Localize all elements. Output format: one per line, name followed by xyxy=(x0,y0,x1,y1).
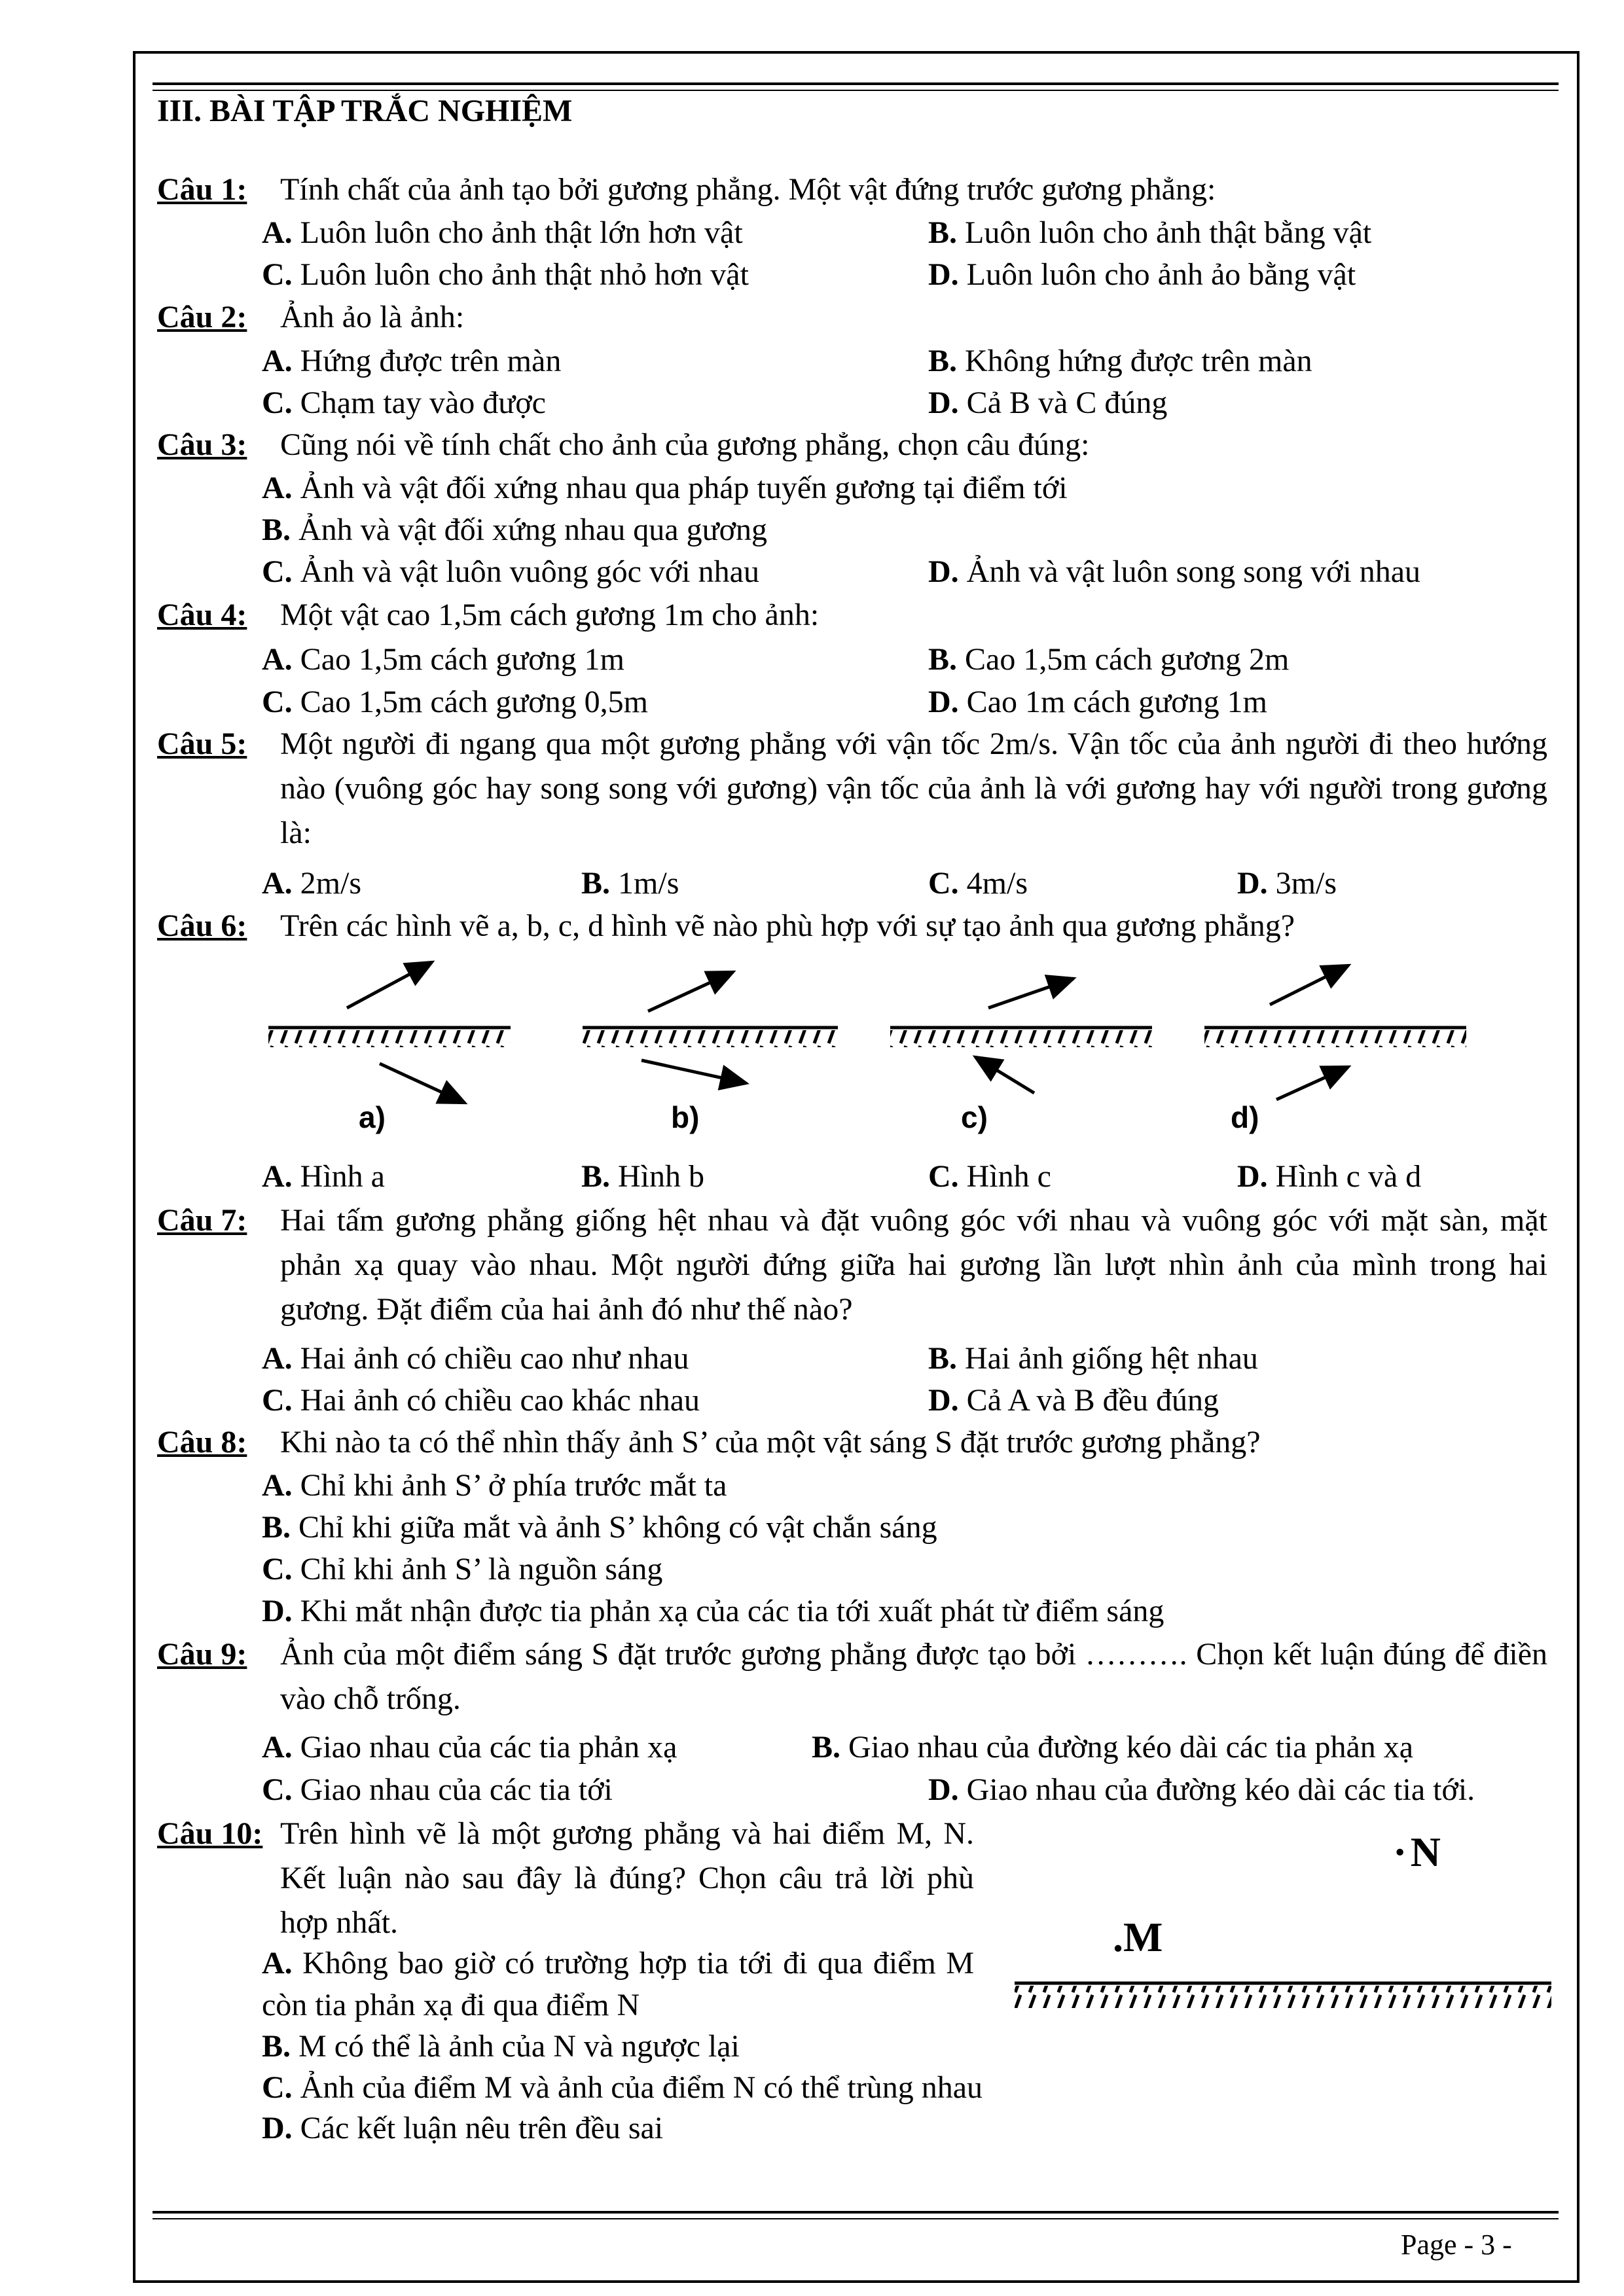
q1-option-a[interactable]: A. Luôn luôn cho ảnh thật lớn hơn vật xyxy=(262,215,743,250)
q9-option-c[interactable]: C. Giao nhau của các tia tới xyxy=(262,1772,613,1807)
q2-option-c[interactable]: C. Chạm tay vào được xyxy=(262,386,546,420)
section-title: III. BÀI TẬP TRẮC NGHIỆM xyxy=(157,94,573,128)
q10-mirror-hatch xyxy=(1015,1986,1551,2008)
q3-option-a[interactable]: A. Ảnh và vật đối xứng nhau qua pháp tuyến gương tại điểm tới xyxy=(262,471,1068,505)
q3-label: Câu 3: xyxy=(157,427,247,462)
q8-option-a[interactable]: A. Chỉ khi ảnh S’ ở phía trước mắt ta xyxy=(262,1468,727,1503)
point-m: .M xyxy=(1113,1914,1163,1960)
q10-option-d[interactable]: D. Các kết luận nêu trên đều sai xyxy=(262,2111,664,2145)
q4-option-b[interactable]: B. Cao 1,5m cách gương 2m xyxy=(928,642,1290,677)
q5-option-d[interactable]: D. 3m/s xyxy=(1237,866,1337,901)
figure-label-b: b) xyxy=(671,1100,700,1134)
q1-option-d[interactable]: D. Luôn luôn cho ảnh ảo bằng vật xyxy=(928,257,1356,292)
q10-option-b[interactable]: B. M có thể là ảnh của N và ngược lại xyxy=(262,2029,740,2064)
figure-c-hatch xyxy=(890,1030,1152,1047)
q7-text: Hai tấm gương phẳng giống hệt nhau và đặt vuông góc với nhau và vuông góc với mặt sàn, mặt phản xạ quay vào nhau. Một người đứng giữa hai gương lần lượt nhìn ảnh của mình trong hai gương. Đặt điểm của hai ảnh đó như thế nào? xyxy=(280,1203,1547,1327)
figure-a-image-ray xyxy=(380,1064,465,1103)
q3-text: Cũng nói về tính chất cho ảnh của gương phẳng, chọn câu đúng: xyxy=(280,427,1090,462)
q2-option-b[interactable]: B. Không hứng được trên màn xyxy=(928,344,1312,378)
q3-option-b[interactable]: B. Ảnh và vật đối xứng nhau qua gương xyxy=(262,512,767,547)
q6-text: Trên các hình vẽ a, b, c, d hình vẽ nào phù hợp với sự tạo ảnh qua gương phẳng? xyxy=(280,908,1295,943)
figure-label-c: c) xyxy=(961,1100,988,1134)
q2-option-d[interactable]: D. Cả B và C đúng xyxy=(928,386,1168,420)
q1-option-c[interactable]: C. Luôn luôn cho ảnh thật nhỏ hơn vật xyxy=(262,257,749,292)
q7-label: Câu 7: xyxy=(157,1203,247,1238)
q9-text: Ảnh của một điểm sáng S đặt trước gương phẳng được tạo bởi ………. Chọn kết luận đúng để điền vào chỗ trống. xyxy=(280,1637,1547,1716)
q1-text: Tính chất của ảnh tạo bởi gương phẳng. Một vật đứng trước gương phẳng: xyxy=(280,172,1216,207)
q2-label: Câu 2: xyxy=(157,300,247,334)
q7-option-c[interactable]: C. Hai ảnh có chiều cao khác nhau xyxy=(262,1383,700,1418)
q10-option-a[interactable]: A. Không bao giờ có trường hợp tia tới đi qua điểm M còn tia phản xạ đi qua điểm N xyxy=(262,1946,974,2022)
q9-label: Câu 9: xyxy=(157,1637,247,1672)
q9-option-d[interactable]: D. Giao nhau của đường kéo dài các tia tới. xyxy=(928,1772,1475,1807)
figure-d-image-ray xyxy=(1276,1067,1348,1100)
figure-c-incident-ray xyxy=(988,978,1074,1008)
figure-a-incident-ray xyxy=(347,962,432,1008)
q8-label: Câu 8: xyxy=(157,1425,247,1460)
q5-option-b[interactable]: B. 1m/s xyxy=(581,866,679,901)
q7-option-a[interactable]: A. Hai ảnh có chiều cao như nhau xyxy=(262,1341,689,1376)
q9-option-a[interactable]: A. Giao nhau của các tia phản xạ xyxy=(262,1730,677,1765)
q6-option-b[interactable]: B. Hình b xyxy=(581,1159,705,1194)
q10-text: Trên hình vẽ là một gương phẳng và hai điểm M, N. Kết luận nào sau đây là đúng? Chọn câu trả lời phù hợp nhất. xyxy=(280,1816,974,1940)
figure-b-hatch xyxy=(583,1030,838,1047)
figure-label-d: d) xyxy=(1231,1100,1259,1134)
q10-option-c[interactable]: C. Ảnh của điểm M và ảnh của điểm N có thể trùng nhau xyxy=(262,2070,983,2105)
top-rule xyxy=(153,82,1559,91)
q6-label: Câu 6: xyxy=(157,908,247,943)
figure-label-a: a) xyxy=(359,1100,386,1134)
q9-option-b[interactable]: B. Giao nhau của đường kéo dài các tia phản xạ xyxy=(812,1730,1414,1765)
figure-c-image-ray xyxy=(975,1057,1034,1093)
figure-c xyxy=(890,978,1152,1093)
q7-option-b[interactable]: B. Hai ảnh giống hệt nhau xyxy=(928,1341,1258,1376)
q5-text: Một người đi ngang qua một gương phẳng với vận tốc 2m/s. Vận tốc của ảnh người đi theo hướng nào (vuông góc hay song song với gương) vận tốc của ảnh là với gương hay với người trong gương là: xyxy=(280,726,1547,850)
point-n: · N xyxy=(1393,1829,1441,1875)
figure-b-image-ray xyxy=(641,1060,746,1083)
q10-label: Câu 10: xyxy=(157,1816,263,1851)
q4-option-c[interactable]: C. Cao 1,5m cách gương 0,5m xyxy=(262,685,648,719)
q8-text: Khi nào ta có thể nhìn thấy ảnh S’ của một vật sáng S đặt trước gương phẳng? xyxy=(280,1425,1261,1460)
figure-d xyxy=(1204,965,1466,1100)
q1-label: Câu 1: xyxy=(157,172,247,207)
figure-b-incident-ray xyxy=(648,972,733,1011)
q2-text: Ảnh ảo là ảnh: xyxy=(280,300,465,334)
q4-text: Một vật cao 1,5m cách gương 1m cho ảnh: xyxy=(280,598,820,632)
q6-option-c[interactable]: C. Hình c xyxy=(928,1159,1051,1194)
q1-option-b[interactable]: B. Luôn luôn cho ảnh thật bằng vật xyxy=(928,215,1372,250)
q4-option-a[interactable]: A. Cao 1,5m cách gương 1m xyxy=(262,642,624,677)
q5-label: Câu 5: xyxy=(157,726,247,761)
q6-option-d[interactable]: D. Hình c và d xyxy=(1237,1159,1422,1194)
q3-option-c[interactable]: C. Ảnh và vật luôn vuông góc với nhau xyxy=(262,554,759,589)
q6-figure xyxy=(249,942,1479,1139)
figure-b xyxy=(583,972,838,1083)
figure-d-incident-ray xyxy=(1270,965,1348,1005)
q7-option-d[interactable]: D. Cả A và B đều đúng xyxy=(928,1383,1219,1418)
figure-d-hatch xyxy=(1204,1030,1466,1047)
figure-a xyxy=(268,962,511,1103)
q5-option-c[interactable]: C. 4m/s xyxy=(928,866,1028,901)
figure-a-hatch xyxy=(268,1030,511,1047)
q10-mirror xyxy=(1011,1977,1555,2016)
q6-option-a[interactable]: A. Hình a xyxy=(262,1159,385,1194)
q8-option-d[interactable]: D. Khi mắt nhận được tia phản xạ của các tia tới xuất phát từ điểm sáng xyxy=(262,1594,1164,1628)
q8-option-c[interactable]: C. Chỉ khi ảnh S’ là nguồn sáng xyxy=(262,1552,663,1587)
page-number: Page - 3 - xyxy=(1401,2229,1512,2261)
q4-label: Câu 4: xyxy=(157,598,247,632)
q2-option-a[interactable]: A. Hứng được trên màn xyxy=(262,344,562,378)
q8-option-b[interactable]: B. Chỉ khi giữa mắt và ảnh S’ không có vật chắn sáng xyxy=(262,1510,937,1545)
q3-option-d[interactable]: D. Ảnh và vật luôn song song với nhau xyxy=(928,554,1420,589)
q4-option-d[interactable]: D. Cao 1m cách gương 1m xyxy=(928,685,1267,719)
bottom-rule xyxy=(153,2211,1559,2219)
q5-option-a[interactable]: A. 2m/s xyxy=(262,866,362,901)
